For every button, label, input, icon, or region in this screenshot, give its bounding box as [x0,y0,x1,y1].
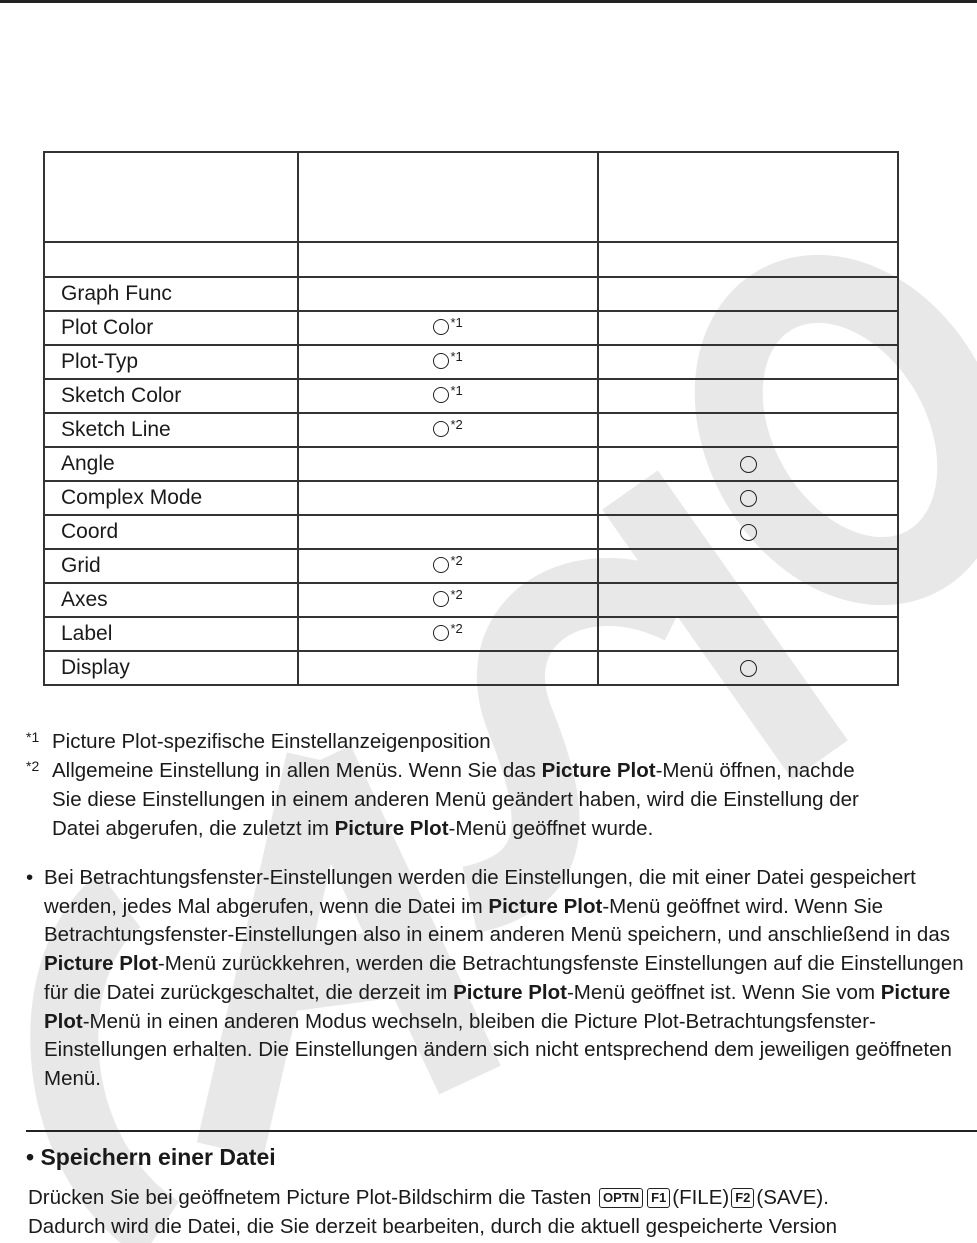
footnote-ref: *2 [450,620,463,636]
f1-key: F1 [647,1188,670,1208]
row-label: Label [44,617,298,651]
footnote-1 [26,727,966,756]
viewwindow-note-text: Bei Betrachtungsfenster-Einstellungen werden die Einstellungen, die mit einer Datei gespeichert werden, jedes Mal abgerufen, wenn die Datei im Picture Plot-Menü geöffnet wird. Wenn Sie Betrachtungsfenster-Einstellungen also in einem anderen Menü speichern, und anschließend in das Picture Plot-Menü zurückkehren, werden die Betrachtungsfenste Einstellungen auf die Einstellungen für die Datei zurückgeschaltet, die derzeit im Picture Plot-Menü geöffnet ist. Wenn Sie vom Picture Plot-Menü in einen anderen Modus wechseln, bleiben die Picture Plot-Betrachtungsfenster-Einstellungen erhalten. Die Einstellungen ändern sich nicht entsprechend dem jeweiligen geöffneten Menü. [44,866,964,1090]
circle-mark [433,350,462,369]
row-label: Plot-Typ [44,345,298,379]
row-label: Grid [44,549,298,583]
footnote-2 [26,756,966,843]
row-label: Graph Func [44,277,298,311]
header-cell-1 [44,152,298,242]
table-blank-row [44,242,898,277]
circle-mark [433,418,462,437]
table-row [44,447,898,481]
circle-mark [433,588,462,607]
row-label: Coord [44,515,298,549]
circle-mark [433,622,462,641]
footnote-ref: *2 [450,552,463,568]
footnote-2-mark: *2 [26,758,40,774]
footnote-ref: *1 [450,314,463,330]
optn-key: OPTN [599,1188,643,1208]
footnote-2-text: Allgemeine Einstellung in allen Menüs. Wenn Sie das Picture Plot-Menü öffnen, nachde Sie diese Einstellungen in einem anderen Menü geändert haben, wird die Einstellung der Datei abgerufen, die zuletzt im Picture Plot-Menü geöffnet wurde. [52,759,859,840]
circle-icon [433,421,449,437]
table-row [44,379,898,413]
circle-icon [433,319,449,335]
row-label: Sketch Color [44,379,298,413]
circle-icon [740,660,757,677]
circle-mark [433,384,462,403]
header-cell-3 [598,152,898,242]
table-row [44,617,898,651]
viewwindow-note [26,864,966,1094]
row-label: Angle [44,447,298,481]
f2-key: F2 [731,1188,754,1208]
bullet-dot: • [26,866,34,889]
circle-icon [433,353,449,369]
footnote-1-text: Picture Plot-spezifische Einstellanzeigenposition [52,730,491,753]
table-row [44,311,898,345]
row-label: Display [44,651,298,685]
circle-icon [740,524,757,541]
circle-icon [740,456,757,473]
table-row [44,277,898,311]
circle-mark [433,316,462,335]
circle-icon [740,490,757,507]
row-label: Sketch Line [44,413,298,447]
table-row [44,413,898,447]
table-row [44,345,898,379]
table-row [44,549,898,583]
circle-icon [433,591,449,607]
section-heading: • Speichern einer Datei [26,1144,276,1170]
circle-icon [433,557,449,573]
footnote-ref: *2 [450,586,463,602]
save-instructions: Drücken Sie bei geöffnetem Picture Plot-Bildschirm die Tasten OPTN F1 (FILE) F2 (SAVE). Dadurch wird die Datei, die Sie derzeit bearbeiten, durch die aktuell gespeicherte Version [28,1186,838,1238]
footnote-ref: *2 [450,416,463,432]
footnote-ref: *1 [450,348,463,364]
top-rule [0,0,977,3]
table-row [44,583,898,617]
circle-icon [433,387,449,403]
row-label: Complex Mode [44,481,298,515]
footnote-ref: *1 [450,382,463,398]
table-row [44,651,898,685]
section-divider [26,1130,977,1132]
settings-table [43,151,899,686]
header-cell-2 [298,152,598,242]
table-row [44,481,898,515]
row-label: Axes [44,583,298,617]
footnote-1-mark: *1 [26,729,40,745]
row-label: Plot Color [44,311,298,345]
table-header-row [44,152,898,242]
circle-icon [433,625,449,641]
circle-mark [433,554,462,573]
table-row [44,515,898,549]
